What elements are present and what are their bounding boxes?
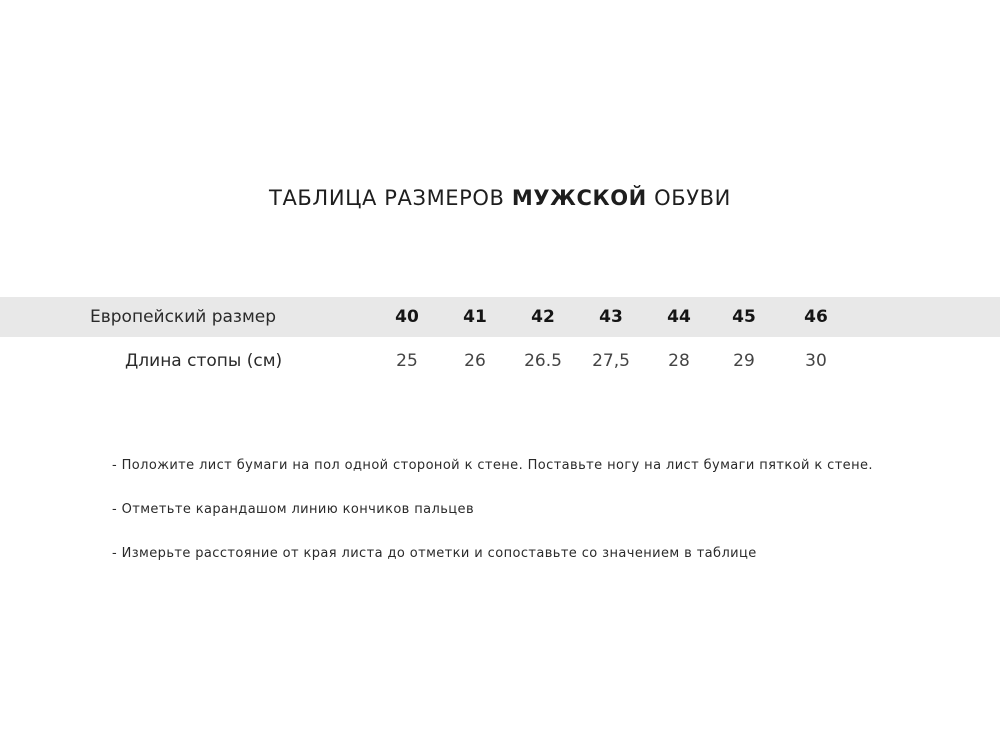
page-title <box>0 186 1000 210</box>
title-emphasis: МУЖСКОЙ <box>511 186 647 210</box>
size-row-european <box>0 297 1000 337</box>
size-cell: 44 <box>667 307 691 327</box>
title-suffix: ОБУВИ <box>646 186 731 210</box>
size-cell: 45 <box>732 307 756 327</box>
length-cell: 26.5 <box>524 351 562 371</box>
length-cell: 30 <box>805 351 827 371</box>
length-cell: 28 <box>668 351 690 371</box>
instruction-step-1: - Положите лист бумаги на пол одной стороной к стене. Поставьте ногу на лист бумаги пяткой к стене. <box>112 458 873 473</box>
instruction-step-3: - Измерьте расстояние от края листа до отметки и сопоставьте со значением в таблице <box>112 546 757 561</box>
size-cell: 43 <box>599 307 623 327</box>
row-label-foot-length: Длина стопы (см) <box>125 351 283 371</box>
instruction-step-2: - Отметьте карандашом линию кончиков пальцев <box>112 502 475 517</box>
size-cell: 42 <box>531 307 555 327</box>
length-cell: 25 <box>396 351 418 371</box>
length-cell: 29 <box>733 351 755 371</box>
size-cell: 41 <box>463 307 487 327</box>
size-cell: 40 <box>395 307 419 327</box>
length-cell: 26 <box>464 351 486 371</box>
size-row-foot-length <box>0 340 1000 380</box>
size-cell: 46 <box>804 307 828 327</box>
length-cell: 27,5 <box>592 351 630 371</box>
row-label-european-size: Европейский размер <box>90 307 277 327</box>
title-prefix: ТАБЛИЦА РАЗМЕРОВ <box>269 186 512 210</box>
